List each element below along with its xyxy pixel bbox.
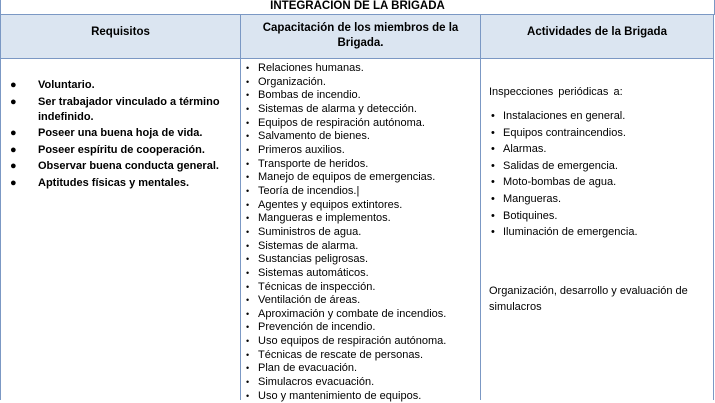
- bullet-icon: ●: [10, 176, 17, 189]
- actividades-cell: [480, 58, 714, 400]
- list-item: • Relaciones humanas.: [246, 62, 364, 74]
- list-item: • Salvamento de bienes.: [246, 130, 370, 143]
- header-capacitacion-line1: Capacitación de los miembros de la: [262, 22, 459, 34]
- list-item: • Moto-bombas de agua.: [481, 174, 713, 191]
- bullet-icon: •: [246, 322, 250, 333]
- list-item: • Primeros auxilios.: [246, 143, 345, 156]
- bullet-icon: •: [246, 76, 250, 87]
- list-item: • Ventilación de áreas.: [246, 294, 361, 307]
- bullet-icon: ●: [10, 160, 17, 173]
- list-item: • Suministros de agua.: [246, 225, 362, 238]
- bullet-icon: •: [491, 110, 495, 122]
- bullet-icon: •: [246, 390, 250, 401]
- list-item: ● Aptitudes físicas y mentales.: [10, 176, 189, 189]
- list-item: • Equipos contraincendios.: [481, 125, 713, 142]
- bullet-icon: •: [246, 63, 250, 73]
- list-item: • Bombas de incendio.: [246, 89, 361, 102]
- bullet-icon: •: [246, 103, 250, 114]
- list-item: ● Poseer una buena hoja de vida.: [10, 127, 203, 140]
- bullet-icon: •: [246, 254, 250, 265]
- list-item: • Instalaciones en general.: [481, 108, 713, 125]
- bullet-icon: •: [246, 363, 250, 374]
- bullet-icon: •: [246, 172, 250, 183]
- list-item: • Plan de evacuación.: [246, 362, 358, 375]
- list-item: • Uso y mantenimiento de equipos.: [246, 389, 422, 402]
- list-item: • Iluminación de emergencia.: [481, 224, 713, 241]
- bullet-icon: •: [246, 131, 250, 142]
- bullet-icon: •: [246, 226, 250, 237]
- list-item: ● Voluntario.: [10, 79, 95, 91]
- list-item: • Sistemas de alarma.: [246, 239, 359, 252]
- bullet-icon: ●: [10, 143, 17, 156]
- requisitos-list: [1, 78, 241, 193]
- bullet-icon: •: [491, 192, 495, 205]
- list-item: ● Poseer espíritu de cooperación.: [10, 143, 205, 156]
- bullet-icon: •: [491, 143, 495, 156]
- list-item: ● Ser trabajador vinculado a término indefinido.: [10, 95, 220, 123]
- list-item: • Técnicas de rescate de personas.: [246, 348, 424, 361]
- table-title: INTEGRACIÓN DE LA BRIGADA: [0, 0, 715, 15]
- list-item: • Teoría de incendios.|: [246, 184, 360, 197]
- list-item: • Sustancias peligrosas.: [246, 253, 369, 266]
- list-item: • Salidas de emergencia.: [481, 158, 713, 175]
- header-requisitos: Requisitos: [0, 14, 241, 59]
- list-item: • Equipos de respiración autónoma.: [246, 116, 425, 129]
- bullet-icon: •: [246, 117, 250, 128]
- list-item: • Uso equipos de respiración autónoma.: [246, 335, 447, 348]
- bullet-icon: •: [246, 267, 250, 278]
- requisitos-cell: [0, 58, 241, 400]
- bullet-icon: •: [246, 90, 250, 101]
- bullet-icon: ●: [10, 127, 17, 140]
- capacitacion-cell: [240, 58, 481, 400]
- actividades-list: [481, 108, 713, 241]
- bullet-icon: •: [246, 158, 250, 169]
- list-item: • Aproximación y combate de incendios.: [246, 307, 447, 320]
- list-item: • Mangueras e implementos.: [246, 212, 391, 225]
- bullet-icon: •: [246, 377, 250, 388]
- list-item: • Sistemas de alarma y detección.: [246, 102, 417, 115]
- list-item: • Botiquines.: [481, 208, 713, 225]
- list-item: ● Observar buena conducta general.: [10, 160, 219, 173]
- list-item: • Sistemas automáticos.: [246, 266, 369, 279]
- capacitacion-list: [241, 62, 481, 403]
- list-item: • Organización.: [246, 75, 326, 88]
- list-item: • Alarmas.: [481, 141, 713, 158]
- bullet-icon: •: [491, 159, 495, 172]
- bullet-icon: •: [491, 176, 495, 189]
- list-item: • Prevención de incendio.: [246, 321, 376, 334]
- bullet-icon: •: [491, 209, 495, 222]
- bullet-icon: ●: [10, 95, 17, 108]
- header-actividades: Actividades de la Brigada: [480, 14, 714, 59]
- bullet-icon: •: [491, 126, 495, 139]
- list-item: • Transporte de heridos.: [246, 157, 369, 170]
- bullet-icon: •: [246, 336, 250, 347]
- list-item: • Simulacros evacuación.: [246, 376, 375, 389]
- bullet-icon: •: [246, 240, 250, 251]
- bullet-icon: ●: [10, 79, 17, 91]
- header-capacitacion: [240, 14, 481, 59]
- bullet-icon: •: [491, 226, 495, 239]
- bullet-icon: •: [246, 199, 250, 210]
- bullet-icon: •: [246, 295, 250, 306]
- header-capacitacion-line2: Brigada.: [337, 37, 384, 49]
- actividades-intro: Inspecciones periódicas a:: [489, 86, 623, 98]
- bullet-icon: •: [246, 349, 250, 360]
- list-item: • Técnicas de inspección.: [246, 280, 376, 293]
- list-item: • Mangueras.: [481, 191, 713, 208]
- bullet-icon: •: [246, 185, 250, 196]
- list-item: • Agentes y equipos extintores.: [246, 198, 403, 211]
- bullet-icon: •: [246, 308, 250, 319]
- bullet-icon: •: [246, 213, 250, 224]
- list-item: • Manejo de equipos de emergencias.: [246, 171, 436, 184]
- actividades-footer: Organización, desarrollo y evaluación de simulacros: [489, 285, 688, 313]
- bullet-icon: •: [246, 281, 250, 292]
- bullet-icon: •: [246, 144, 250, 155]
